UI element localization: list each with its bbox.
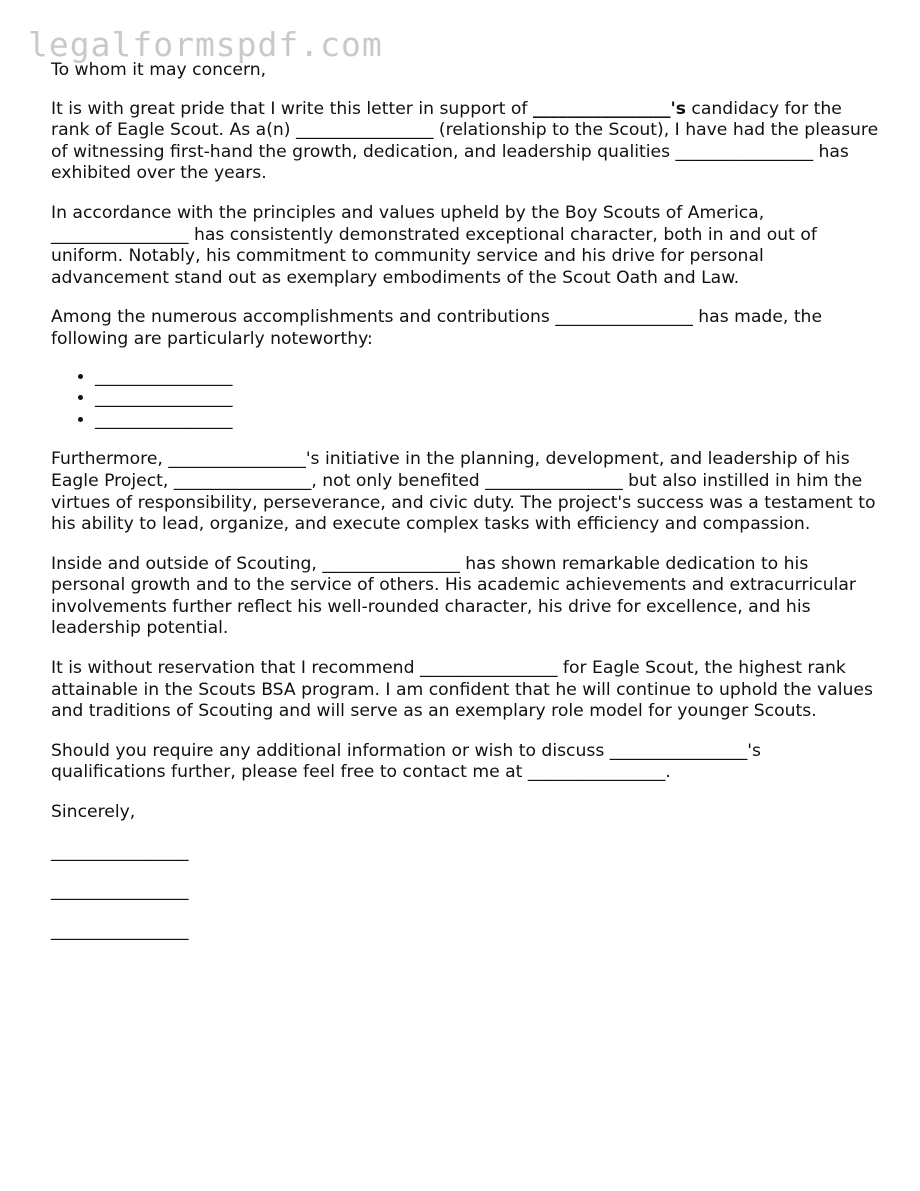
signature-line: ________________ <box>51 920 189 941</box>
list-item: • ________________ <box>95 388 879 410</box>
list-item: • ________________ <box>95 410 879 432</box>
paragraph-recommendation: It is without reservation that I recommend ________________ for Eagle Scout, the highest rank attainable in the Scouts BSA program. I am confident that he will continue to uphold the values and traditions of Scouting and will serve as an exemplary role model for younger Scouts. <box>51 658 873 722</box>
scout-name-blank: ________________ <box>609 740 748 761</box>
accomplishments-list <box>51 367 879 432</box>
letter-body <box>51 60 879 960</box>
signature-line: ________________ <box>51 881 189 902</box>
scout-name-blank: ________________ <box>555 307 693 328</box>
paragraph-intro: It is with great pride that I write this letter in support of ________________'s candidacy for the rank of Eagle Scout. As a(n) ________________ (relationship to the Scout), I have had the pleasure of witnessing first-hand the growth, dedication, and leadership qualities ________________ has exhibited over the years. <box>51 98 879 184</box>
beneficiary-blank: ________________ <box>485 470 623 491</box>
watermark-logo: legalformspdf.com <box>28 25 383 64</box>
paragraph-dedication: Inside and outside of Scouting, ________________ has shown remarkable dedication to his personal growth and to the service of others. His academic achievements and extracurricular involvements further reflect his well-rounded character, his drive for excellence, and his leadership potential. <box>51 553 857 639</box>
signature-block <box>51 842 879 943</box>
scout-name-blank: ________________ <box>51 224 189 245</box>
paragraph-character: In accordance with the principles and values upheld by the Boy Scouts of America, ________________ has consistently demonstrated exceptional character, both in and out of uniform. Notably, his commitment to community service and his drive for personal advancement stand out as exemplary embodiments of the Scout Oath and Law. <box>51 202 817 288</box>
closing: Sincerely, <box>51 802 136 823</box>
salutation: To whom it may concern, <box>51 60 267 80</box>
paragraph-contact: Should you require any additional information or wish to discuss ________________'s qualifications further, please feel free to contact me at ________________. <box>51 740 761 783</box>
paragraph-accomplishments: Among the numerous accomplishments and contributions ________________ has made, the following are particularly noteworthy: <box>51 307 823 349</box>
scout-name-blank: ________________ <box>168 449 306 470</box>
contact-blank: ________________ <box>527 762 666 783</box>
project-blank: ________________ <box>173 470 312 491</box>
relationship-blank: ________________ <box>295 120 434 141</box>
scout-name-blank: ________________'s <box>532 98 686 119</box>
scout-name-blank: ________________ <box>322 553 460 574</box>
scout-name-blank: ________________ <box>675 141 814 162</box>
signature-line: ________________ <box>51 841 189 862</box>
paragraph-eagle-project: Furthermore, ________________'s initiative in the planning, development, and leadership of his Eagle Project, ________________, not only benefited ________________ but also instilled in him the virtues of responsibility, perseverance, and civic duty. The project's success was a testament to his ability to lead, organize, and execute complex tasks with efficiency and compassion. <box>51 449 876 535</box>
scout-name-blank: ________________ <box>419 658 558 679</box>
list-item: • ________________ <box>95 367 879 389</box>
